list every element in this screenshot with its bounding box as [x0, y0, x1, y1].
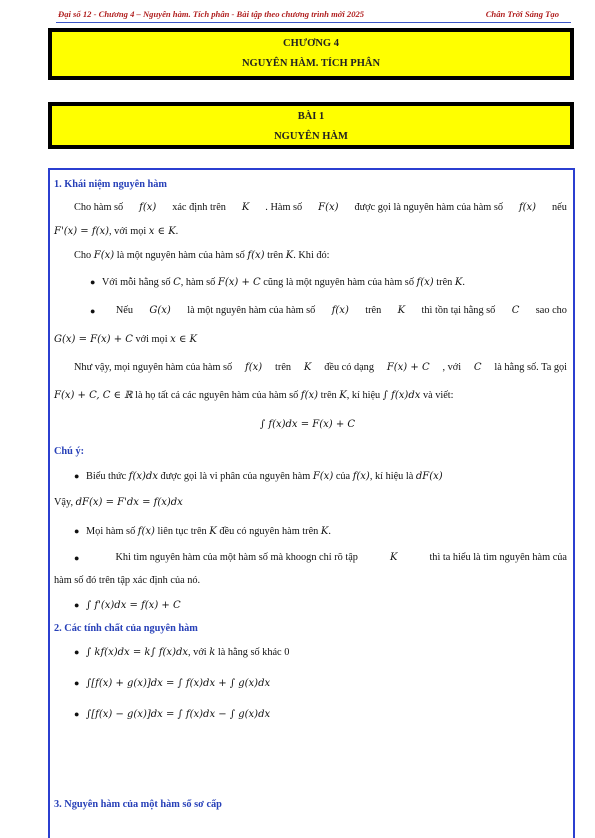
section-2-title: 2. Các tính chất của nguyên hàm: [54, 623, 198, 634]
conclusion-line-1: Như vậy, mọi nguyên hàm của hàm số f(x) trên K đều có dạng F(x) + C , với C là hằng số. Ta gọi: [74, 362, 567, 373]
conclusion-line-2: F(x) + C, C ∈ ℝ là họ tất cả các nguyên hàm của hàm số f(x) trên K, kí hiệu ∫ f(x)dx và viết:: [54, 390, 454, 401]
section-1-title: 1. Khái niệm nguyên hàm: [54, 179, 167, 190]
bullet-icon: ●: [74, 471, 80, 481]
bullet-icon: ●: [74, 526, 80, 536]
property-2: ● ∫[f(x) + g(x)]dx = ∫ f(x)dx + ∫ g(x)dx: [74, 678, 271, 689]
section-3-title: 3. Nguyên hàm của một hàm số sơ cấp: [54, 799, 222, 810]
chapter-number: CHƯƠNG 4: [283, 38, 339, 49]
bullet-icon: ●: [74, 553, 80, 563]
theorem-bullet-2: ● Nếu G(x) là một nguyên hàm của hàm số f(x) trên K thì tồn tại hằng số C sao cho: [90, 305, 567, 316]
note-title: Chú ý:: [54, 446, 85, 457]
note-line-2: Vậy, dF(x) = F'dx = f(x)dx: [54, 497, 183, 508]
lesson-title: NGUYÊN HÀM: [274, 131, 348, 142]
lesson-banner: [48, 102, 574, 149]
bullet-icon: ●: [90, 306, 96, 316]
theorem-bullet-2-cont: G(x) = F(x) + C với mọi x ∈ K: [54, 334, 198, 345]
bullet-icon: ●: [74, 647, 80, 657]
bullet-icon: ●: [74, 678, 80, 688]
chapter-title: NGUYÊN HÀM. TÍCH PHÂN: [241, 58, 381, 69]
main-formula: ∫ f(x)dx = F(x) + C: [260, 419, 356, 430]
theorem-bullet-1: ● Với mỗi hằng số C, hàm số F(x) + C cũng là một nguyên hàm của hàm số f(x) trên K.: [90, 277, 465, 288]
property-3: ● ∫[f(x) − g(x)]dx = ∫ f(x)dx − ∫ g(x)dx: [74, 709, 271, 720]
note-bullet-4: ● ∫ f'(x)dx = f(x) + C: [74, 600, 181, 611]
note-bullet-3: ● Khi tìm nguyên hàm của một hàm số mà khoogn chỉ rõ tập K thì ta hiểu là tìm nguyên hàm của: [74, 552, 567, 563]
note-bullet-3-cont: hàm số đó trên tập xác định của nó.: [54, 575, 201, 586]
lesson-number: BÀI 1: [297, 111, 325, 122]
header-left: Đại số 12 - Chương 4 – Nguyên hàm. Tích phân - Bài tập theo chương trình mới 2025: [58, 9, 365, 19]
content-box: [48, 168, 575, 838]
definition-line-1: Cho hàm số f(x) xác định trên K . Hàm số F(x) được gọi là nguyên hàm của hàm số f(x) nếu: [74, 202, 567, 213]
note-bullet-2: ● Mọi hàm số f(x) liên tục trên K đều có nguyên hàm trên K.: [74, 526, 331, 537]
note-bullet-1: ● Biểu thức f(x)dx được gọi là vi phân của nguyên hàm F(x) của f(x), kí hiệu là dF(x): [74, 471, 443, 482]
theorem-intro: Cho F(x) là một nguyên hàm của hàm số f(x) trên K. Khi đó:: [74, 250, 330, 261]
definition-line-2: F'(x) = f(x), với mọi x ∈ K.: [54, 226, 179, 237]
property-1: ● ∫ kf(x)dx = k∫ f(x)dx, với k là hằng số khác 0: [74, 647, 290, 658]
bullet-icon: ●: [74, 600, 80, 610]
header-right: Chân Trời Sáng Tạo: [485, 9, 559, 19]
chapter-banner: [48, 28, 574, 80]
bullet-icon: ●: [74, 709, 80, 719]
bullet-icon: ●: [90, 277, 96, 287]
page-header: [58, 9, 559, 23]
header-rule: [56, 22, 571, 23]
